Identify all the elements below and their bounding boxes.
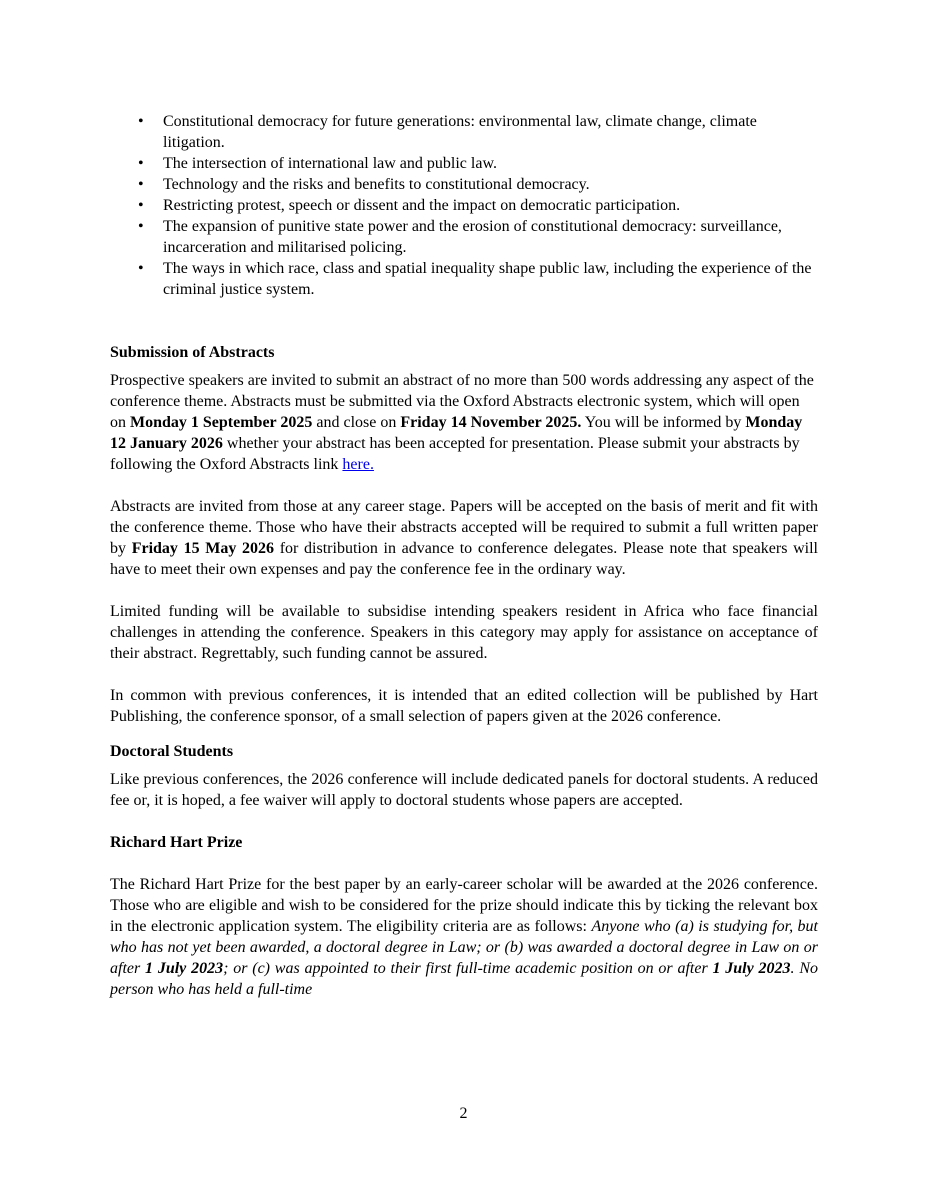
paper-deadline: Friday 15 May 2026 bbox=[131, 540, 275, 557]
doctoral-paragraph: Like previous conferences, the 2026 conference will include dedicated panels for doctoral students. A reduced fee or, it is hoped, a fee waiver will apply to doctoral students whose papers are accepted. bbox=[110, 771, 818, 809]
theme-bullet-list bbox=[110, 111, 818, 300]
bullet-item: • Constitutional democracy for future generations: environmental law, climate change, climate litigation. bbox=[138, 113, 757, 151]
bullet-icon: • bbox=[138, 218, 144, 235]
page-number: 2 bbox=[459, 1105, 468, 1122]
submission-heading: Submission of Abstracts bbox=[110, 344, 275, 361]
eligibility-date: 1 July 2023 bbox=[145, 960, 224, 977]
bullet-item: • The intersection of international law and public law. bbox=[138, 155, 497, 172]
bullet-item: • The expansion of punitive state power and the erosion of constitutional democracy: surveillance, incarceration and militarised policing. bbox=[138, 218, 782, 256]
eligibility-date: 1 July 2023 bbox=[712, 960, 791, 977]
bullet-item: • Restricting protest, speech or dissent and the impact on democratic participation. bbox=[138, 197, 681, 214]
open-date: Monday 1 September 2025 bbox=[130, 414, 313, 431]
bullet-icon: • bbox=[138, 260, 144, 277]
bullet-icon: • bbox=[138, 113, 144, 130]
bullet-icon: • bbox=[138, 155, 144, 172]
doctoral-heading: Doctoral Students bbox=[110, 743, 234, 760]
submission-paragraph: Prospective speakers are invited to submit an abstract of no more than 500 words addressing any aspect of the conference theme. Abstracts must be submitted via the Oxford Abstracts electronic system, which will open on Monday 1 September 2025 and close on Friday 14 November 2025. You will be informed by Monday 12 January 2026 whether your abstract has been accepted for presentation. Please submit your abstracts by following the Oxford Abstracts link here. bbox=[110, 372, 814, 473]
bullet-icon: • bbox=[138, 197, 144, 214]
document-page bbox=[110, 111, 818, 1000]
prize-paragraph: The Richard Hart Prize for the best paper by an early-career scholar will be awarded at the 2026 conference. Those who are eligible and wish to be considered for the prize should indicate this by ticking the relevant box in the electronic application system. The eligibility criteria are as follows: Anyone who (a) is studying for, but who has not yet been awarded, a doctoral degree in Law; or (b) was awarded a doctoral degree in Law on or after 1 July 2023; or (c) was appointed to their first full-time academic position on or after 1 July 2023. No person who has held a full-time bbox=[110, 876, 819, 998]
oxford-abstracts-link[interactable]: here. bbox=[342, 456, 374, 473]
notify-date: Monday 12 January 2026 bbox=[110, 414, 803, 452]
publication-paragraph: In common with previous conferences, it is intended that an edited collection will be published by Hart Publishing, the conference sponsor, of a small selection of papers given at the 2026 conference. bbox=[110, 687, 818, 725]
prize-heading: Richard Hart Prize bbox=[110, 834, 243, 851]
bullet-item: • The ways in which race, class and spatial inequality shape public law, including the experience of the criminal justice system. bbox=[138, 260, 812, 298]
close-date: Friday 14 November 2025. bbox=[400, 414, 582, 431]
funding-paragraph: Limited funding will be available to subsidise intending speakers resident in Africa who face financial challenges in attending the conference. Speakers in this category may apply for assistance on acceptance of their abstract. Regrettably, such funding cannot be assured. bbox=[110, 603, 818, 662]
bullet-item: • Technology and the risks and benefits to constitutional democracy. bbox=[138, 176, 590, 193]
career-stage-paragraph: Abstracts are invited from those at any career stage. Papers will be accepted on the basis of merit and fit with the conference theme. Those who have their abstracts accepted will be required to submit a full written paper by Friday 15 May 2026 for distribution in advance to conference delegates. Please note that speakers will have to meet their own expenses and pay the conference fee in the ordinary way. bbox=[110, 498, 819, 578]
bullet-icon: • bbox=[138, 176, 144, 193]
